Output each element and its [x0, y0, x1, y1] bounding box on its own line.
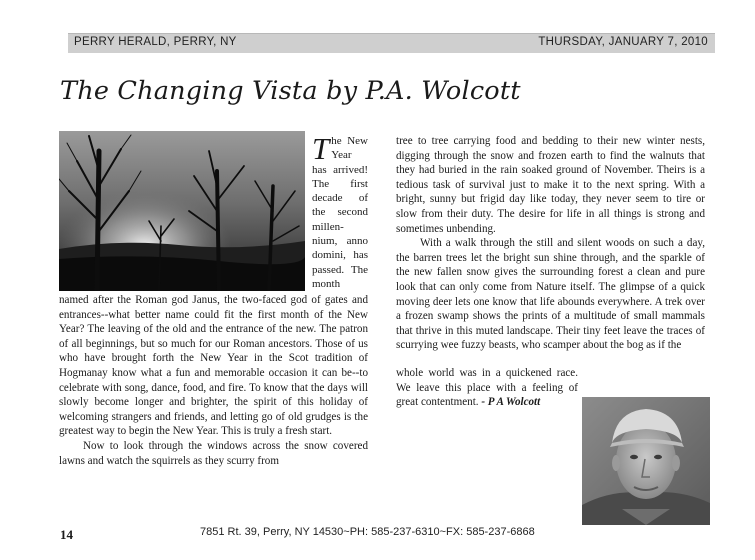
article-closing: [396, 366, 578, 410]
drop-cap: T: [312, 131, 330, 166]
article-title: The Changing Vista by P.A. Wolcott: [60, 76, 521, 106]
author-portrait-photo: [582, 397, 710, 525]
article-column-1: [59, 293, 368, 468]
footer-contact-info: 7851 Rt. 39, Perry, NY 14530~PH: 585-237-6310~FX: 585-237-6868: [200, 526, 535, 538]
article-column-2: [396, 134, 705, 353]
publication-name: PERRY HERALD, PERRY, NY: [74, 36, 237, 48]
publication-date: THURSDAY, JANUARY 7, 2010: [538, 36, 708, 48]
winter-woods-photo: [59, 131, 305, 291]
paragraph: With a walk through the still and silent woods on such a day, the barren trees let the bright sun shine through, and the sparkle of the new fallen snow gives the surrounding forest a clean and pure look that can only come from Nature itself. The glimpse of a quick moving deer lets one know that life abounds everywhere. A trek over a frozen swamp shows the prints of a multitude of small mammals that thrive in this muted landscape. Their tiny feet leave the traces of scurrying wee fuzzy beasts, who scamper about the bog as if the: [396, 237, 705, 352]
intro-paragraph: he New Year has arrived! The first decade of the second millen-nium, anno domini, has passed. The month: [312, 135, 368, 290]
article-intro-text: [312, 131, 368, 291]
paragraph: Now to look through the windows across the snow covered lawns and watch the squirrels as they scurry from: [59, 439, 368, 467]
masthead-bar: [68, 33, 715, 53]
paragraph: whole world was in a quickened race. We leave this place with a feeling of great contentment.: [396, 367, 578, 409]
page-number: 14: [60, 527, 73, 542]
paragraph: tree to tree carrying food and bedding to their new winter nests, digging through the snow and frozen earth to find the walnuts that they had buried in the rain soaked ground of November. Theirs is a tedious task of survival just to make it to the next spring. With a bright, sunny but frigid day like today, they never seem to tire or slow from their duty. The desire for life in all things is strong and sometimes unbending.: [396, 135, 705, 235]
paragraph: named after the Roman god Janus, the two-faced god of gates and entrances--what better name could fit the first month of the New Year? The leaving of the old and the entrance of the new. The patron of all beginnings, but so much for our Roman ancestors. Those of us who have brought forth the New Year in the Scot tradition of Hogmanay know what a fun and memorable occasion it can be--to celebrate with song, dance, food, and fire. To know that the days will slowly become longer and brighter, the spirit of this holiday of welcoming strangers and friends, and letting go of old grudges is the greatest way to begin the New Year. This is truly a fresh start.: [59, 294, 368, 438]
author-signature: - P A Wolcott: [481, 396, 541, 409]
